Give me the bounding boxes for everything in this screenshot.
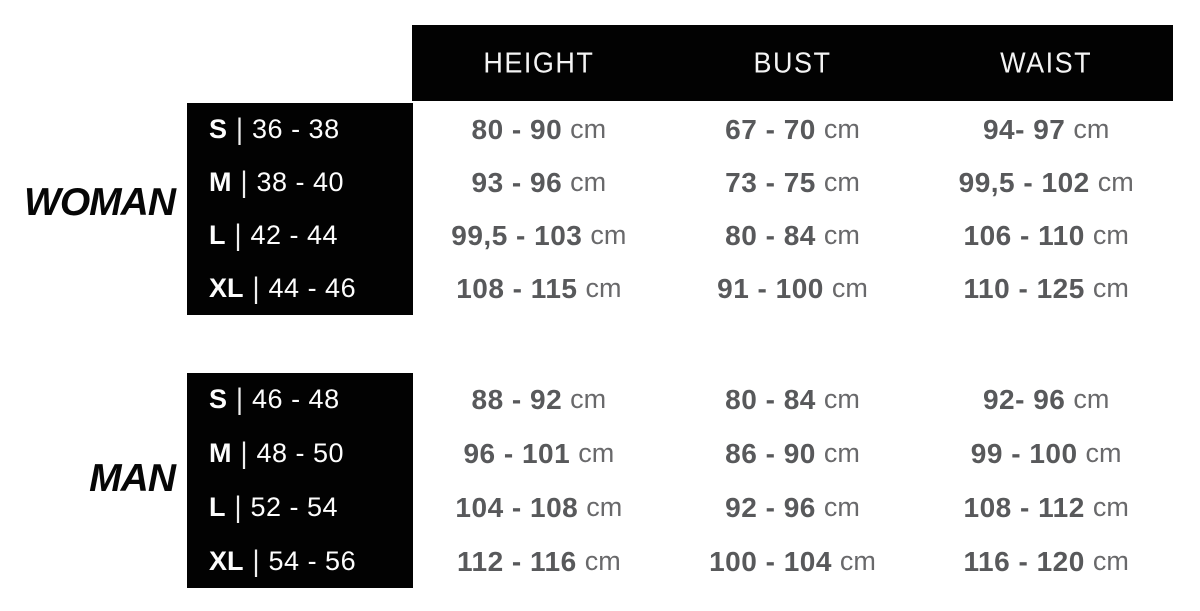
bust-cell <box>666 103 920 156</box>
waist-cell <box>919 262 1173 315</box>
separator-bar: | <box>240 436 248 470</box>
unit-label: cm <box>584 546 621 576</box>
height-cell <box>412 427 666 480</box>
waist-cell <box>919 535 1173 588</box>
size-row-man-s <box>209 373 413 427</box>
unit-label: cm <box>1092 273 1129 303</box>
bust-cell <box>666 481 920 534</box>
size-letter: M <box>209 167 232 197</box>
waist-cell <box>919 156 1173 209</box>
column-header-waist: WAIST <box>1000 46 1093 79</box>
bust-cell <box>666 209 920 262</box>
unit-label: cm <box>1085 438 1122 468</box>
unit-label: cm <box>823 438 860 468</box>
bust-cell <box>666 427 920 480</box>
eu-size-range: 46 - 48 <box>252 384 340 415</box>
eu-size-range: 42 - 44 <box>250 220 339 250</box>
column-header-height: HEIGHT <box>483 46 595 79</box>
value: 108 - 112 <box>963 491 1085 523</box>
unit-label: cm <box>1073 114 1110 144</box>
size-letter: L <box>209 220 226 250</box>
value: 96 - 101 <box>463 437 571 469</box>
value: 67 - 70 <box>725 113 816 145</box>
bust-cell <box>666 373 920 426</box>
unit-label: cm <box>823 492 860 522</box>
separator-bar: | <box>252 544 260 578</box>
value: 80 - 84 <box>725 383 816 415</box>
size-row-woman-s <box>209 103 413 156</box>
value: 86 - 90 <box>725 437 816 469</box>
value: 110 - 125 <box>963 272 1085 304</box>
size-letter: XL <box>209 273 244 303</box>
value: 99 - 100 <box>970 437 1078 469</box>
table-header <box>412 25 1173 101</box>
unit-label: cm <box>586 492 623 522</box>
man-size-box <box>187 373 413 588</box>
separator-bar: | <box>234 218 242 252</box>
unit-label: cm <box>1073 384 1110 414</box>
bust-cell <box>666 535 920 588</box>
value: 100 - 104 <box>709 545 832 577</box>
waist-cell <box>919 427 1173 480</box>
value: 80 - 90 <box>471 113 563 145</box>
value: 106 - 110 <box>963 219 1085 251</box>
separator-bar: | <box>252 271 260 305</box>
measurement-row-man-xl <box>412 535 1173 588</box>
unit-label: cm <box>570 384 607 414</box>
value: 116 - 120 <box>963 545 1085 577</box>
value: 92- 96 <box>982 383 1066 415</box>
waist-cell <box>919 373 1173 426</box>
unit-label: cm <box>1092 492 1129 522</box>
unit-label: cm <box>1092 220 1129 250</box>
eu-size-range: 48 - 50 <box>256 438 345 469</box>
bust-cell <box>666 262 920 315</box>
unit-label: cm <box>831 273 868 303</box>
height-cell <box>412 103 666 156</box>
eu-size-range: 44 - 46 <box>268 273 357 303</box>
value: 108 - 115 <box>456 272 578 304</box>
unit-label: cm <box>1092 546 1129 576</box>
measurement-row-man-m <box>412 427 1173 480</box>
size-row-woman-l <box>209 209 413 262</box>
unit-label: cm <box>570 114 607 144</box>
size-letter: M <box>209 438 232 469</box>
value: 73 - 75 <box>725 166 816 198</box>
measurement-row-man-s <box>412 373 1173 426</box>
height-cell <box>412 373 666 426</box>
value: 112 - 116 <box>456 545 577 577</box>
separator-bar: | <box>236 382 244 416</box>
value: 99,5 - 102 <box>958 166 1090 198</box>
separator-bar: | <box>236 112 244 146</box>
unit-label: cm <box>823 384 860 414</box>
size-letter: S <box>209 114 228 144</box>
size-row-man-m <box>209 427 413 481</box>
size-letter: S <box>209 384 228 415</box>
unit-label: cm <box>1097 167 1134 197</box>
measurement-row-woman-xl <box>412 262 1173 315</box>
size-row-man-xl <box>209 534 413 588</box>
waist-cell <box>919 481 1173 534</box>
separator-bar: | <box>234 490 242 524</box>
eu-size-range: 54 - 56 <box>268 545 357 576</box>
unit-label: cm <box>839 546 876 576</box>
height-cell <box>412 209 666 262</box>
height-cell <box>412 535 666 588</box>
waist-cell <box>919 209 1173 262</box>
unit-label: cm <box>585 273 622 303</box>
eu-size-range: 36 - 38 <box>252 114 340 144</box>
size-row-woman-xl <box>209 262 413 315</box>
column-header-bust: BUST <box>753 46 832 79</box>
size-letter: XL <box>209 545 244 576</box>
measurement-row-woman-l <box>412 209 1173 262</box>
unit-label: cm <box>590 220 627 250</box>
measurement-row-woman-m <box>412 156 1173 209</box>
unit-label: cm <box>823 114 860 144</box>
height-cell <box>412 481 666 534</box>
size-letter: L <box>209 491 226 522</box>
height-cell <box>412 262 666 315</box>
bust-cell <box>666 156 920 209</box>
waist-cell <box>919 103 1173 156</box>
measurement-row-man-l <box>412 481 1173 534</box>
unit-label: cm <box>823 167 860 197</box>
value: 93 - 96 <box>471 166 563 198</box>
section-label-man: MAN <box>89 457 175 500</box>
section-label-woman: WOMAN <box>24 181 175 224</box>
eu-size-range: 52 - 54 <box>250 491 339 522</box>
separator-bar: | <box>240 165 248 199</box>
height-cell <box>412 156 666 209</box>
value: 80 - 84 <box>725 219 816 251</box>
unit-label: cm <box>570 167 607 197</box>
unit-label: cm <box>823 220 860 250</box>
eu-size-range: 38 - 40 <box>256 167 345 197</box>
unit-label: cm <box>578 438 615 468</box>
value: 91 - 100 <box>717 272 824 304</box>
value: 88 - 92 <box>471 383 563 415</box>
measurement-row-woman-s <box>412 103 1173 156</box>
value: 92 - 96 <box>725 491 816 523</box>
value: 94- 97 <box>982 113 1066 145</box>
size-row-man-l <box>209 481 413 535</box>
size-row-woman-m <box>209 156 413 209</box>
value: 99,5 - 103 <box>451 219 583 251</box>
value: 104 - 108 <box>455 491 579 523</box>
woman-size-box <box>187 103 413 315</box>
